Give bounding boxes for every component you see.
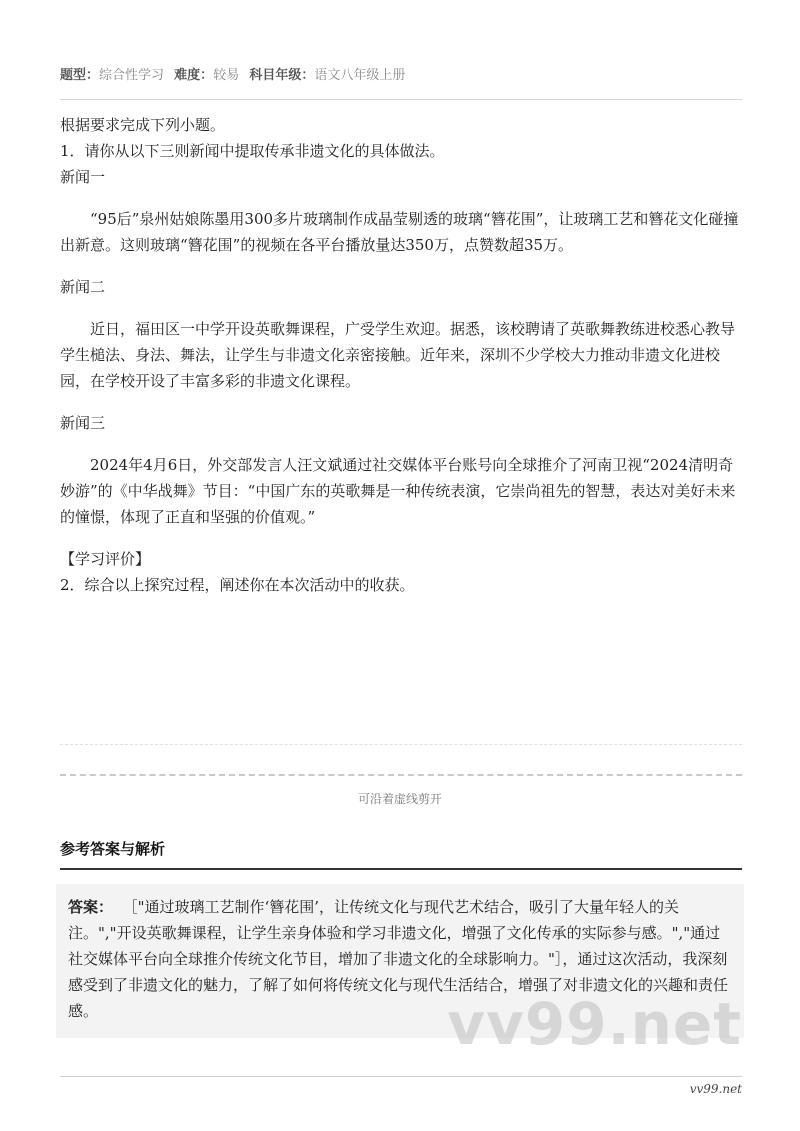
watermark: vv99.net <box>447 990 742 1058</box>
type-label: 题型： <box>60 68 100 83</box>
news-2-title: 新闻二 <box>60 278 106 296</box>
question-1: 1．请你从以下三则新闻中提取传承非遗文化的具体做法。 <box>60 142 445 160</box>
answer-text: ［"通过玻璃工艺制作‘簪花围’，让传统文化与现代艺术结合，吸引了大量年轻人的关注。","开设英歌舞课程，让学生亲身体验和学习非遗文化，增强了文化传承的实际参与感。","通过社交媒体平台向全球推介传统文化节目，增加了非遗文化的全球影响力。"］，通过这次活动，我深刻感受到了非遗文化的魅力，了解了如何将传统文化与现代生活结合，增强了对非遗文化的兴趣和责任感。 <box>68 898 729 1020</box>
news-2-text: 近日，福田区一中学开设英歌舞课程，广受学生欢迎。据悉，该校聘请了英歌舞教练进校悉心教导学生槌法、身法、舞法，让学生与非遗文化亲密接触。近年来，深圳不少学校大力推动非遗文化进校园，在学校开设了丰富多彩的非遗文化课程。 <box>60 320 736 390</box>
footer-divider <box>60 1076 742 1077</box>
news-3-title: 新闻三 <box>60 414 106 432</box>
intro-text: 根据要求完成下列小题。 <box>60 116 226 134</box>
answer-section-title: 参考答案与解析 <box>60 838 742 870</box>
subject-value: 语文八年级上册 <box>314 68 406 83</box>
answer-area-divider <box>60 744 742 745</box>
difficulty-value: 较易 <box>213 68 240 83</box>
question-meta <box>60 64 742 100</box>
answer-label: 答案： <box>68 898 114 916</box>
news-1-text: “95后”泉州姑娘陈墨用300多片玻璃制作成晶莹剔透的玻璃“簪花围”，让玻璃工艺和簪花文化碰撞出新意。这则玻璃“簪花围”的视频在各平台播放量达350万，点赞数超35万。 <box>60 210 739 254</box>
question-content <box>60 112 742 598</box>
news-1-title: 新闻一 <box>60 168 106 186</box>
type-value: 综合性学习 <box>99 68 165 83</box>
news-3-text: 2024年4月6日，外交部发言人汪文斌通过社交媒体平台账号向全球推介了河南卫视“2024清明奇妙游”的《中华战舞》节目：“中国广东的英歌舞是一种传统表演，它崇尚祖先的智慧，表达对美好未来的憧憬，体现了正直和坚强的价值观。” <box>60 456 736 526</box>
cut-line-hint: 可沿着虚线剪开 <box>357 792 442 806</box>
question-2: 2．综合以上探究过程，阐述你在本次活动中的收获。 <box>60 576 415 594</box>
cut-dashed-line <box>60 774 742 776</box>
subject-label: 科目年级： <box>249 68 315 83</box>
difficulty-label: 难度： <box>174 68 214 83</box>
footer-site: vv99.net <box>689 1082 742 1096</box>
evaluation-title: 【学习评价】 <box>60 550 151 568</box>
